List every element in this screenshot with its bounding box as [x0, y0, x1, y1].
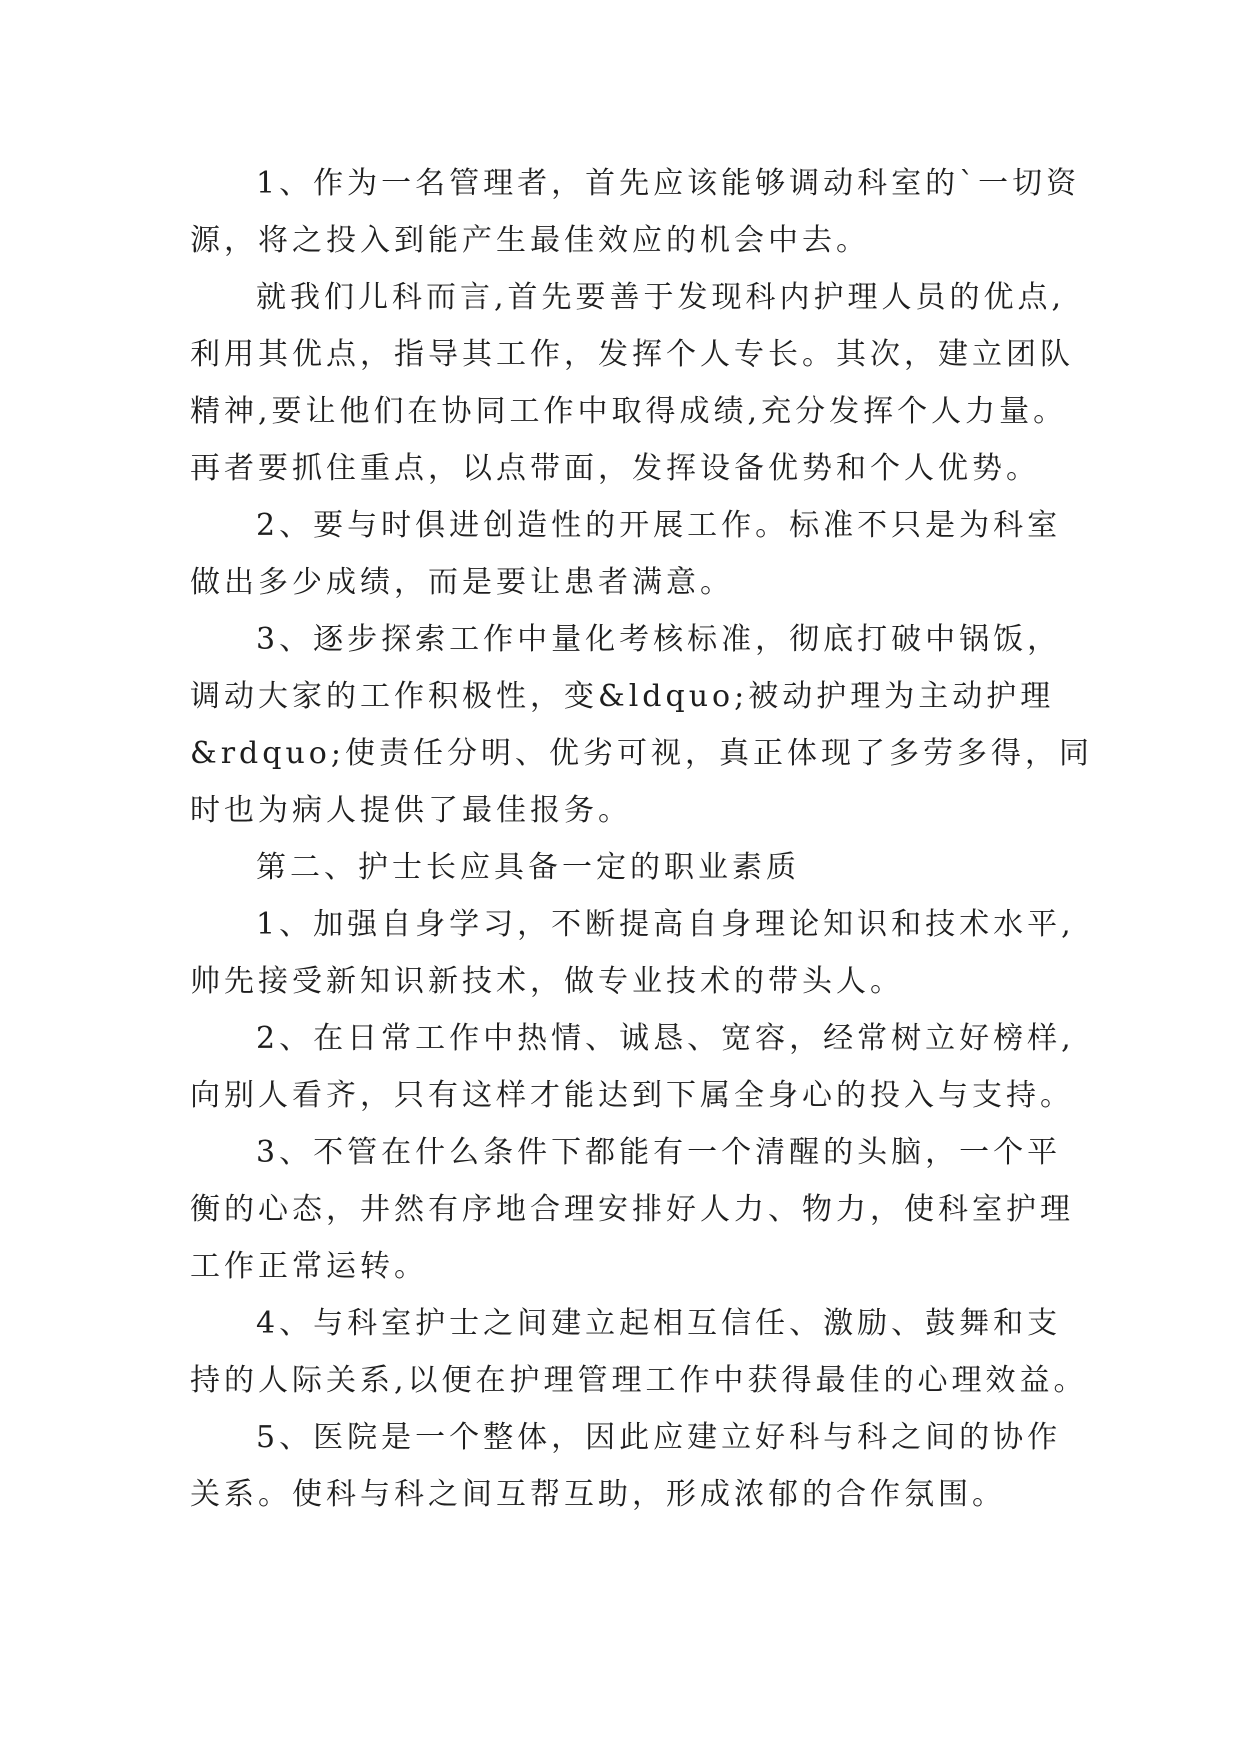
text-line: 1、作为一名管理者，首先应该能够调动科室的`一切资: [256, 166, 1081, 201]
text-line: 3、逐步探索工作中量化考核标准，彻底打破中锅饭，: [256, 622, 1062, 657]
text-line: 1、加强自身学习，不断提高自身理论知识和技术水平,: [256, 907, 1075, 942]
text-line: 持的人际关系,以便在护理管理工作中获得最佳的心理效益。: [190, 1363, 1088, 1398]
text-line: 再者要抓住重点，以点带面，发挥设备优势和个人优势。: [190, 451, 1040, 486]
text-line: 调动大家的工作积极性，变&ldquo;被动护理为主动护理: [190, 679, 1055, 714]
text-line: 工作正常运转。: [190, 1249, 428, 1284]
text-line: 衡的心态，井然有序地合理安排好人力、物力，使科室护理: [190, 1192, 1074, 1227]
text-line: 2、要与时俱进创造性的开展工作。标准不只是为科室: [256, 508, 1062, 543]
text-line: 精神,要让他们在协同工作中取得成绩,充分发挥个人力量。: [190, 394, 1068, 429]
text-line: 关系。使科与科之间互帮互助，形成浓郁的合作氛围。: [190, 1477, 1006, 1512]
text-line: 源，将之投入到能产生最佳效应的机会中去。: [190, 223, 870, 258]
text-line: 3、不管在什么条件下都能有一个清醒的头脑，一个平: [256, 1135, 1062, 1170]
document-body: [190, 155, 1093, 1523]
text-line: 2、在日常工作中热情、诚恳、宽容，经常树立好榜样,: [256, 1021, 1075, 1056]
text-line: &rdquo;使责任分明、优劣可视，真正体现了多劳多得，同: [190, 736, 1093, 771]
text-line: 利用其优点，指导其工作，发挥个人专长。其次，建立团队: [190, 337, 1074, 372]
text-line: 时也为病人提供了最佳报务。: [190, 793, 632, 828]
text-line: 5、医院是一个整体，因此应建立好科与科之间的协作: [256, 1420, 1062, 1455]
text-line: 就我们儿科而言,首先要善于发现科内护理人员的优点,: [256, 280, 1066, 315]
section-heading: 第二、护士长应具备一定的职业素质: [256, 850, 800, 885]
text-line: 帅先接受新知识新技术，做专业技术的带头人。: [190, 964, 904, 999]
text-line: 做出多少成绩，而是要让患者满意。: [190, 565, 734, 600]
text-line: 向别人看齐，只有这样才能达到下属全身心的投入与支持。: [190, 1078, 1074, 1113]
text-line: 4、与科室护士之间建立起相互信任、激励、鼓舞和支: [256, 1306, 1062, 1341]
